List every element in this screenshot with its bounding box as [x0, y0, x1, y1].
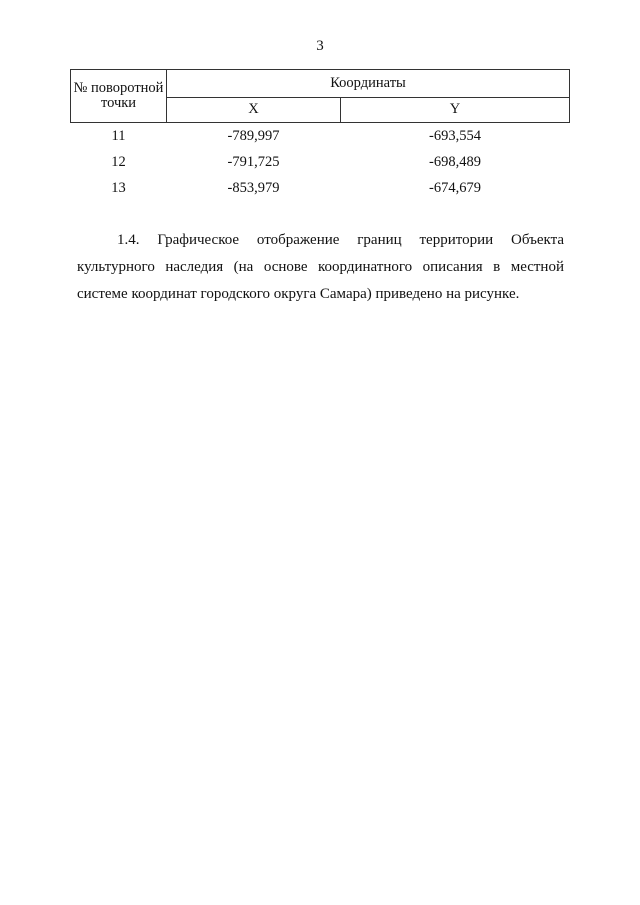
y-value-cell: -693,554	[429, 128, 481, 144]
page-number: 3	[316, 38, 324, 54]
y-value-cell: -674,679	[429, 180, 481, 196]
x-value-cell: -789,997	[227, 128, 280, 144]
x-value-cell: -791,725	[227, 154, 280, 170]
point-number-cell: 12	[111, 154, 126, 170]
x-value-cell: -853,979	[227, 180, 280, 196]
y-header: Y	[341, 97, 570, 122]
section-paragraph	[77, 227, 564, 308]
x-header: X	[167, 97, 341, 122]
table-row	[71, 175, 570, 201]
table-row	[71, 123, 570, 150]
coordinates-header: Координаты	[167, 70, 570, 98]
coordinates-table	[70, 69, 570, 201]
point-number-cell: 13	[111, 180, 126, 196]
point-number-cell: 11	[111, 128, 126, 144]
point-number-header: № поворотной точки	[71, 70, 167, 123]
table-row	[71, 149, 570, 175]
section-text: 1.4. Графическое отображение границ территории Объекта культурного наследия (на основе координатного описания в местной системе координат городского округа Самара) приведено на рисунке.	[77, 232, 564, 302]
y-value-cell: -698,489	[429, 154, 481, 170]
